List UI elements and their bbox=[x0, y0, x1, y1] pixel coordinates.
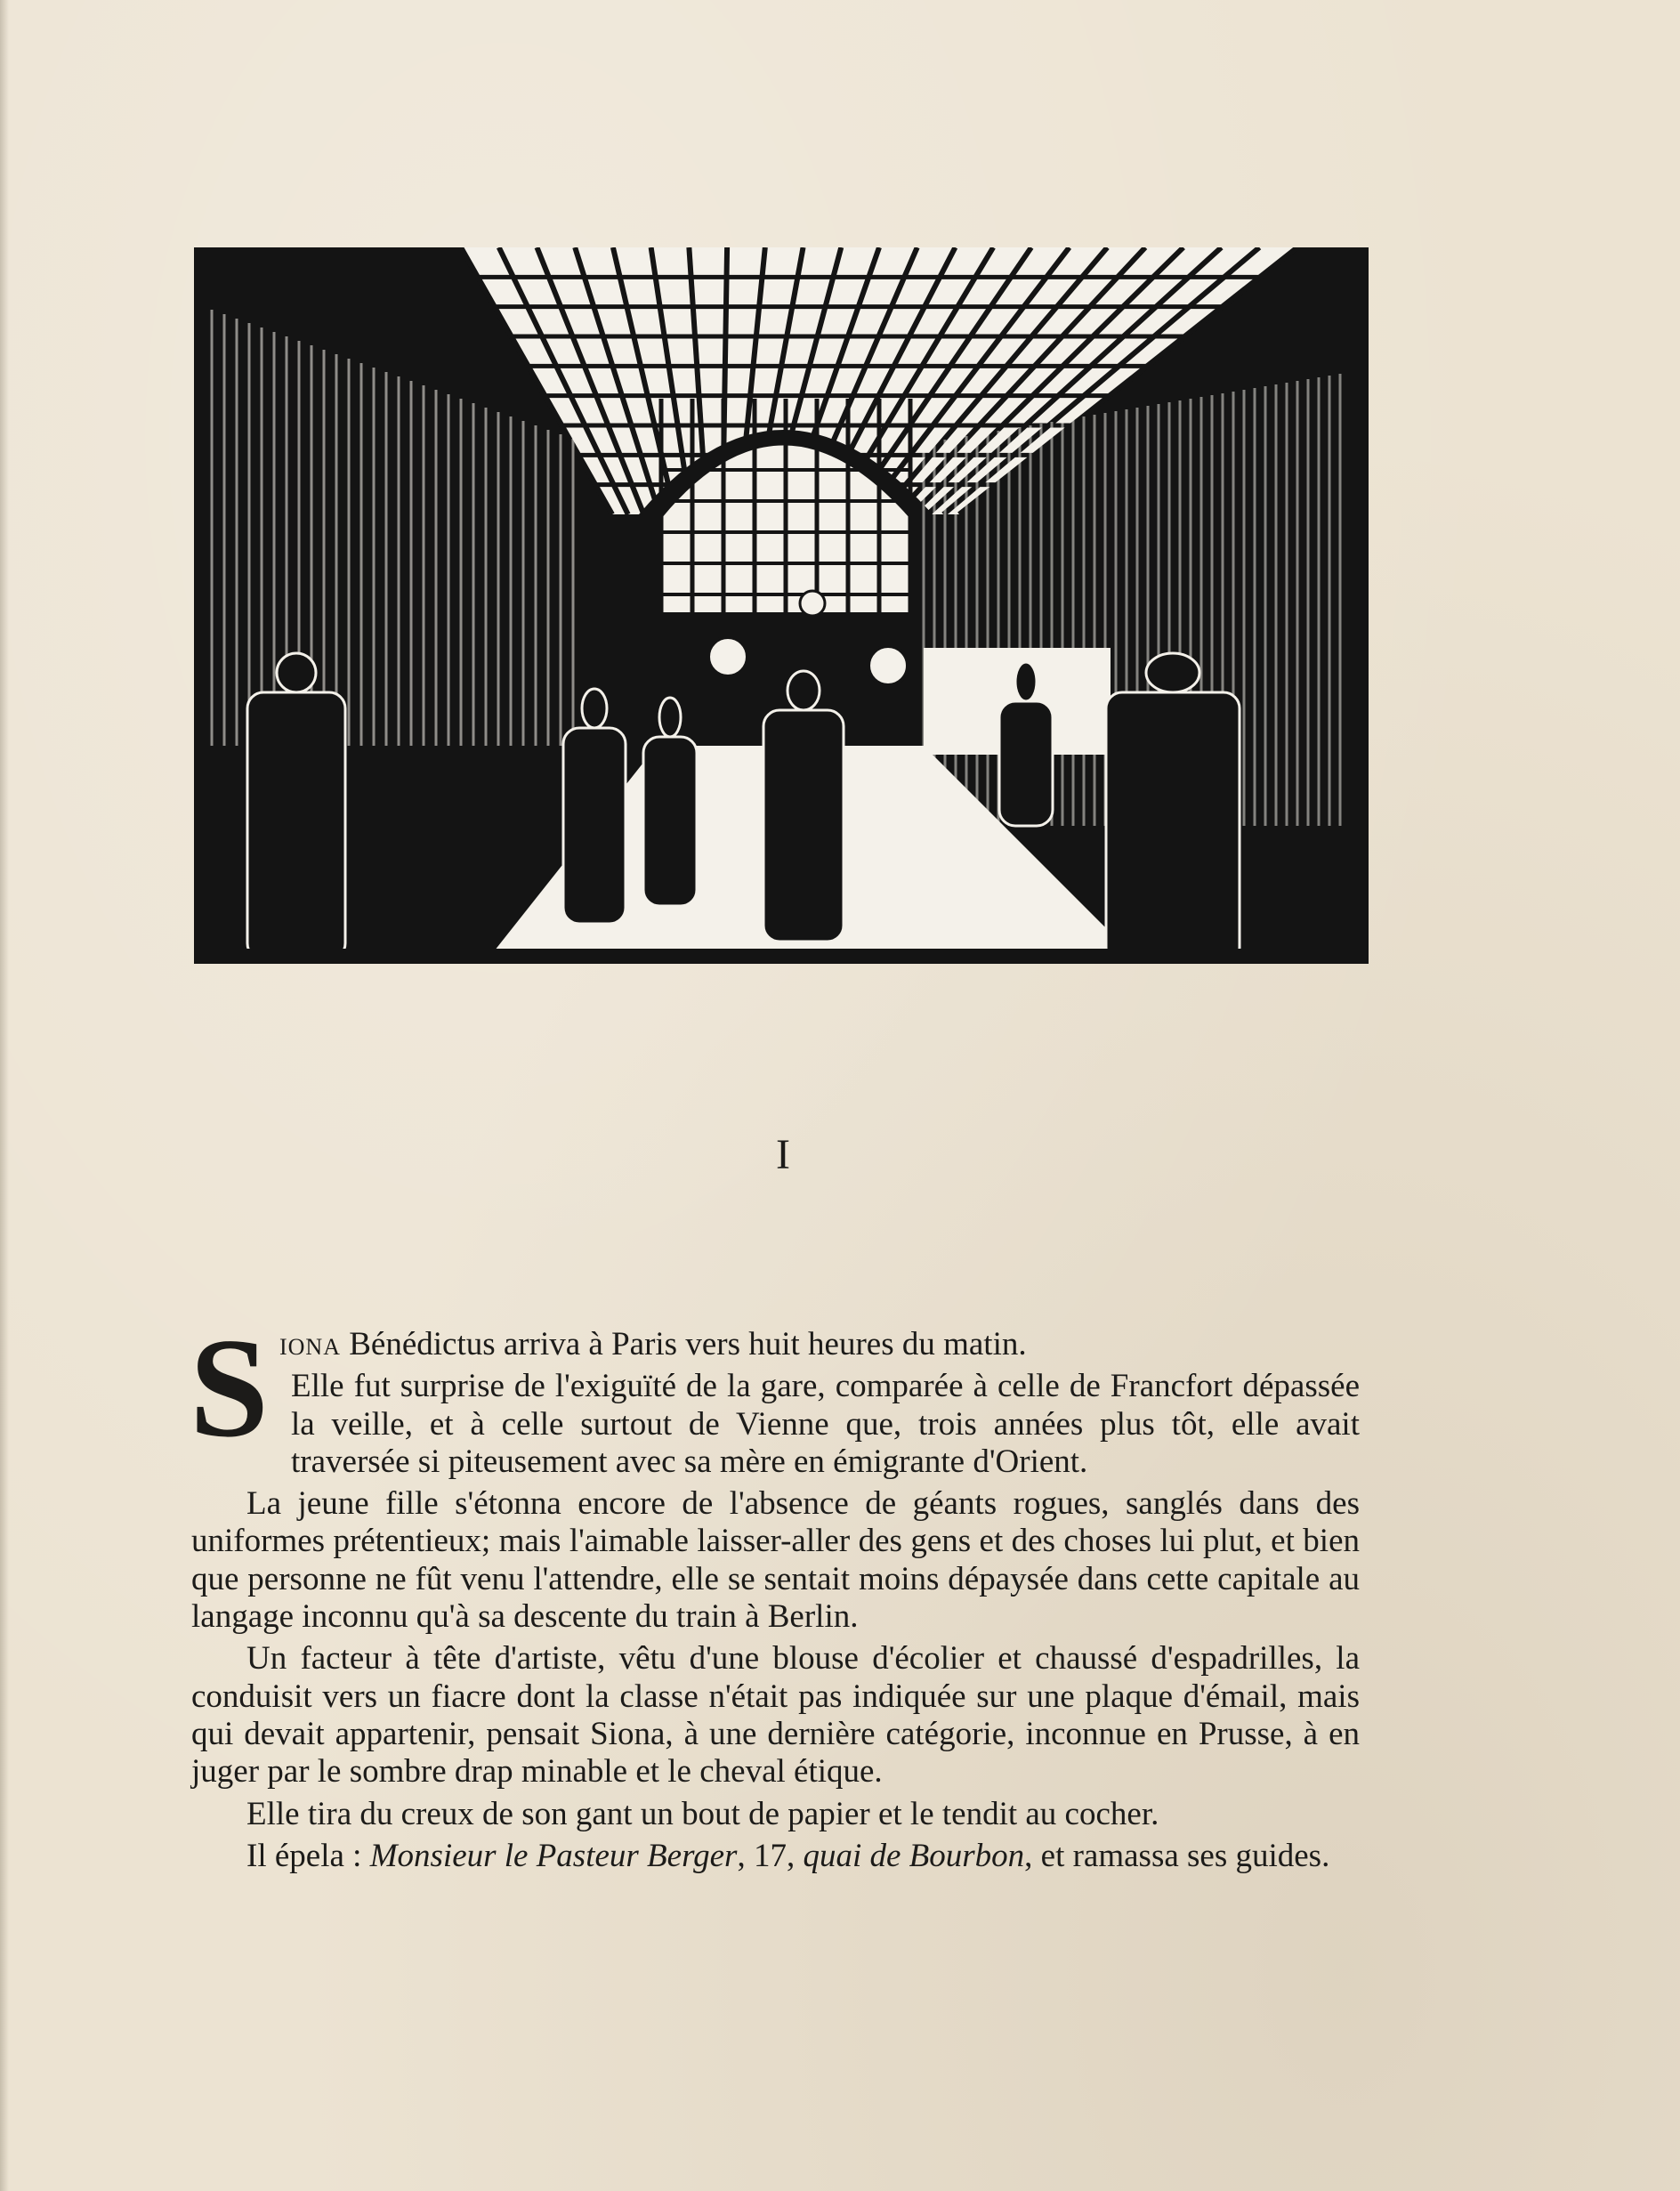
figure-walking-body bbox=[563, 728, 626, 924]
railway-station-woodcut bbox=[194, 247, 1369, 964]
woodcut-base bbox=[194, 949, 1369, 964]
figure-left-woman-body bbox=[247, 692, 345, 959]
paragraph-2: La jeune fille s'étonna encore de l'absence de géants rogues, sanglés dans des uniformes prétentieux; mais l'aimable laisser-aller des gens et des choses lui plut, et bien que personne ne fût venu l'attendre, elle se sentait moins dépaysée dans cette capitale au langage inconnu qu'à sa descente du train à Berlin. bbox=[191, 1485, 1360, 1636]
station-clock bbox=[800, 591, 825, 616]
drop-cap: S bbox=[190, 1308, 269, 1467]
paragraph-1: Elle fut surprise de l'exiguïté de la gare, comparée à celle de Francfort dépassée la veille, et à celle surtout de Vienne que, trois années plus tôt, elle avait traversée si piteusement avec sa mère en émigrante d'Orient. bbox=[291, 1368, 1360, 1480]
figure-left-woman-head bbox=[277, 653, 316, 692]
p5-italic-name: Monsieur le Pasteur Berger bbox=[369, 1837, 738, 1874]
station-lamp bbox=[708, 637, 747, 676]
chapter-number: I bbox=[776, 1131, 790, 1178]
figure-walking-head bbox=[659, 698, 681, 737]
figure-distant-body bbox=[999, 701, 1053, 826]
figure-man-hat-body bbox=[1106, 692, 1240, 964]
station-lamp bbox=[868, 646, 908, 685]
p5-end: , et ramassa ses guides. bbox=[1024, 1837, 1330, 1874]
figure-porter-body bbox=[763, 710, 844, 942]
p5-middle: , 17, bbox=[737, 1837, 804, 1874]
woodcut-illustration bbox=[194, 247, 1369, 964]
figure-walking-head bbox=[582, 689, 607, 728]
paragraph-5 bbox=[191, 1838, 1360, 1875]
opening-sentence: Bénédictus arriva à Paris vers huit heures du matin. bbox=[340, 1326, 1027, 1362]
paragraph-3: Un facteur à tête d'artiste, vêtu d'une blouse d'écolier et chaussé d'espadrilles, la conduisit vers un fiacre dont la classe n'était pas indiquée sur une plaque d'émail, mais qui devait appartenir, pensait Siona, à une dernière catégorie, inconnue en Prusse, à en juger par le sombre drap minable et le cheval étique. bbox=[191, 1640, 1360, 1791]
chapter-body-text bbox=[190, 1308, 1360, 1880]
figure-porter-head bbox=[788, 671, 820, 710]
opening-small-caps: iona bbox=[279, 1326, 341, 1362]
p5-start: Il épela : bbox=[246, 1837, 370, 1874]
page-edge-shadow bbox=[0, 0, 9, 2191]
figure-man-hat-head bbox=[1146, 653, 1199, 692]
figure-walking-body bbox=[643, 737, 697, 906]
paragraph-4: Elle tira du creux de son gant un bout de papier et le tendit au cocher. bbox=[246, 1795, 1159, 1832]
figure-distant-head bbox=[1015, 662, 1037, 701]
p5-italic-address: quai de Bourbon bbox=[803, 1837, 1025, 1874]
